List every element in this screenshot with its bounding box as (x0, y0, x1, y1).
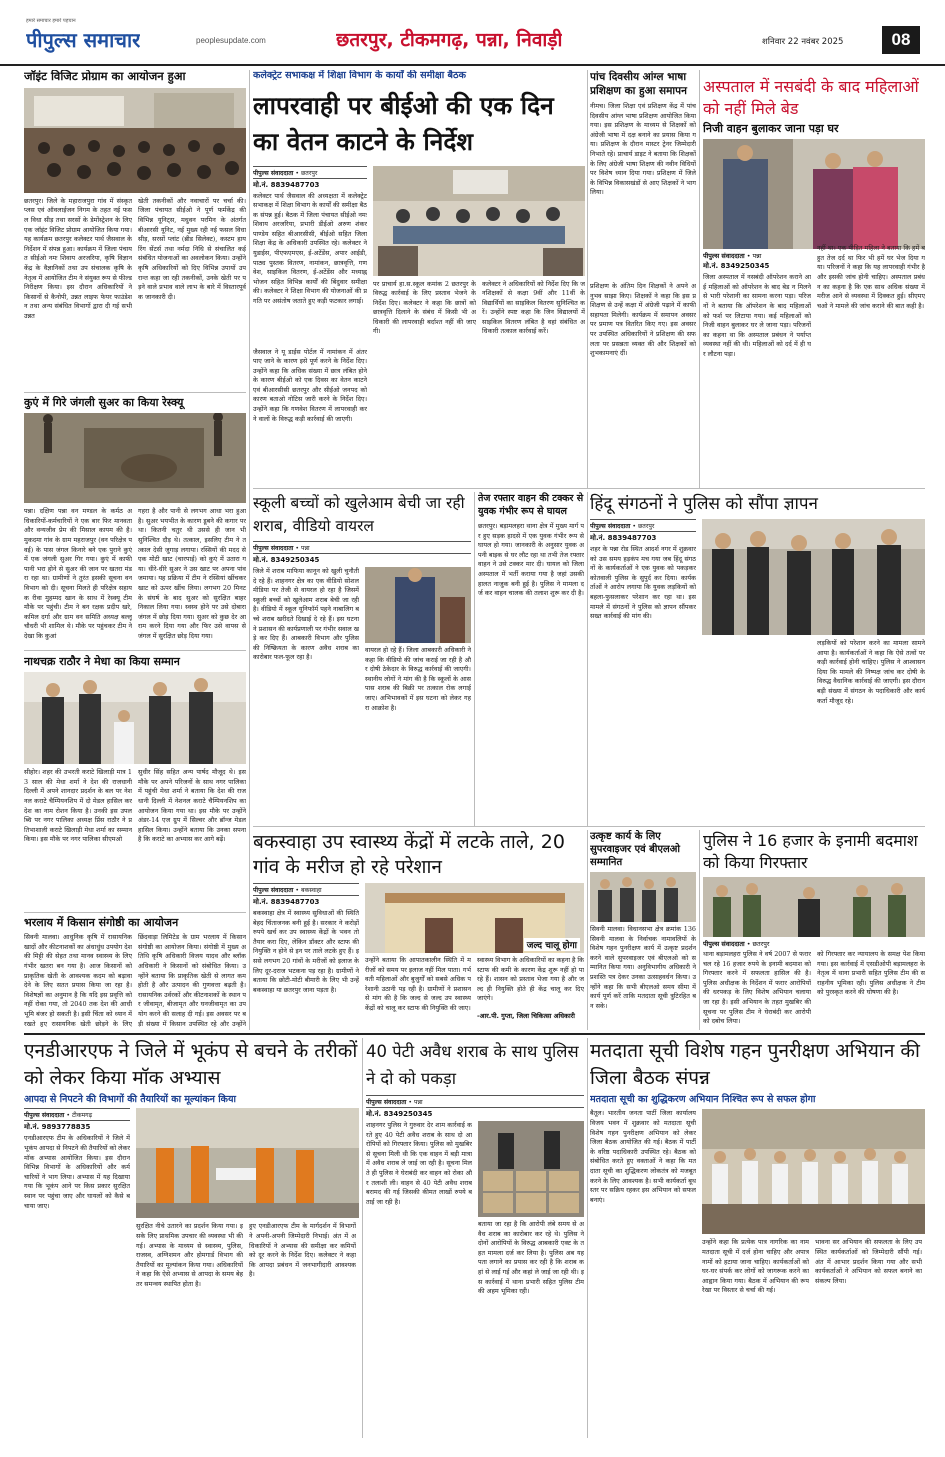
article-body: उन्होंने बताया कि आपातकालीन स्थिति में मरीजों को समय पर इलाज नहीं मिल पाता। गर्भवती महिलाओं और बुजुर्गों को सबसे अधिक परेशानी उठानी पड़ रही है। ग्रामीणों ने प्रशासन से मांग की है कि जल्द से जल्द उप स्वास्थ्य केंद्रों को चालू कर स्टाफ की नियुक्ति की जाए। (365, 956, 471, 1012)
headline: कुएं में गिरे जंगली सुअर का किया रेस्क्यू (24, 396, 184, 409)
article-body: सिवनी मालवा। आधुनिक कृषि में रासायनिक खादों और कीटनाशकों का अंधाधुंध उपयोग देश की मिट्टी की सेहत तथा मानव स्वास्थ्य के लिए गंभीर खतरा बन गया है। आज किसानों को प्राकृतिक खेती के आवश्यक कदम को बढ़ावा देने के लिए सतत प्रयास किया जा रहा है। विशेषज्ञों का अनुमान है कि यदि इस प्रवृत्ति को नहीं रोका गया, तो 2040 तक देश की आधी भूमि बंजर हो सकती है। इसी चिंता को ध्यान में रखते हुए रासायनिक खेती छोड़ने के लिए (24, 933, 132, 1028)
lead-article (253, 70, 585, 488)
headline: भरलाय में किसान संगोष्ठी का आयोजन (24, 916, 179, 929)
article-body: प्रशिक्षण के अंतिम दिन शिक्षकों ने अपने अनुभव साझा किए। शिक्षकों ने कहा कि इस प्रशिक्षण से उन्हें कक्षा में अंग्रेजी पढ़ाने में काफी सहायता मिलेगी। कार्यक्रम में समापन अवसर पर प्रमाण पत्र वितरित किए गए। इस अवसर पर उपस्थित अधिकारियों ने प्रशिक्षण की सफलता पर प्रसन्नता व्यक्त की और शिक्षकों को शुभकामनाएं दीं। (590, 282, 696, 358)
article-body: छतरपुर। बड़ामलहरा थाना क्षेत्र में मुख्य मार्ग पर हुए सड़क हादसे में एक युवक गंभीर रूप से घायल हो गया। जानकारी के अनुसार युवक अपनी बाइक से घर लौट रहा था तभी तेज रफ्तार वाहन ने उसे टक्कर मार दी। घायल को जिला अस्पताल में भर्ती कराया गया है जहां उसकी हालत नाजुक बनी हुई है। पुलिस ने मामला दर्ज कर वाहन चालक की तलाश शुरू कर दी है। (478, 522, 584, 598)
byline: पीपुल्स संवाददाता • बकस्वाहा (253, 883, 359, 896)
logo: पीपुल्स समाचार (26, 28, 141, 52)
byline-city: बकस्वाहा (300, 887, 322, 894)
article-body: वायरल हो रहे हैं। जिला आबकारी अधिकारी ने कहा कि वीडियो की जांच कराई जा रही है और दोषी ठेकेदार के विरुद्ध कार्रवाई की जाएगी। स्थानीय लोगों ने मांग की है कि स्कूलों के आसपास शराब की बिक्री पर तत्काल रोक लगाई जाए। अभिभावकों में इस घटना को लेकर गहरा आक्रोश है। (365, 646, 471, 712)
headline: एनडीआरएफ ने जिले में भूकंप से बचने के तरीकों को लेकर किया मॉक अभ्यास (24, 1040, 358, 1089)
article-body: सिवनी मालवा। विधानसभा क्षेत्र क्रमांक 136 सिवनी मालवा के निर्वाचक नामावलियों के विशेष गहन पुनरीक्षण कार्य में उत्कृष्ट प्रदर्शन करने वाले सुपरवाइजर एवं बीएलओ को सम्मानित किया गया। अनुविभागीय अधिकारी ने प्रशस्ति पत्र देकर उनका उत्साहवर्धन किया। उन्होंने कहा कि सभी बीएलओ समय सीमा में कार्य पूर्ण करें ताकि मतदाता सूची त्रुटिरहित बन सके। (590, 925, 696, 1010)
issue-date: शनिवार 22 नवंबर 2025 (762, 37, 844, 47)
article-body: बैतूल। भारतीय जनता पार्टी जिला कार्यालय विजय भवन में शुक्रवार को मतदाता सूची विशेष गहन पुनरीक्षण अभियान को लेकर जिला बैठक आयोजित की गई। बैठक में पार्टी के वरिष्ठ पदाधिकारी उपस्थित रहे। बैठक को संबोधित करते हुए वक्ताओं ने कहा कि मतदाता सूची का शुद्धिकरण लोकतंत्र को मजबूत करने के लिए आवश्यक है। सभी कार्यकर्ता बूथ स्तर पर सक्रिय रहकर इस अभियान को सफल बनाएं। (590, 1109, 696, 1204)
phone: मो.नं. 8349250345 (703, 262, 770, 271)
article-hospital-beds (703, 76, 925, 488)
article-body: थाना बड़ामलहरा पुलिस ने वर्ष 2007 से फरार चल रहे 16 हजार रुपये के इनामी बदमाश को गिरफ्तार करने में सफलता हासिल की है। पुलिस अधीक्षक के निर्देशन में फरार आरोपियों की धरपकड़ के लिए विशेष अभियान चलाया जा रहा है। इसी अभियान के तहत मुखबिर की सूचना पर पुलिस टीम ने घेराबंदी कर आरोपी को दबोच लिया। (703, 950, 811, 1025)
headline: उत्कृष्ट कार्य के लिए सुपरवाइजर एवं बीएलओ सम्मानित (590, 831, 680, 868)
headline: स्कूली बच्चों को खुलेआम बेची जा रही शराब, वीडियो वायरल (253, 494, 465, 535)
phone: मो.नं. 8839487703 (590, 534, 657, 542)
news-photo (24, 413, 246, 503)
article-body: उन्होंने कहा कि प्रत्येक पात्र नागरिक का नाम मतदाता सूची में दर्ज होना चाहिए और अपात्र नामों को हटाया जाना चाहिए। कार्यकर्ताओं को घर-घर संपर्क कर लोगों को जागरूक करने का आह्वान किया गया। बैठक में अभियान की रूपरेखा पर विस्तार से चर्चा की गई। (702, 1238, 809, 1295)
phone: मो.नं. 9893778835 (24, 1123, 91, 1132)
article-body: शहर के पन्ना रोड स्थित आदर्श नगर में शुक्रवार को उस समय हड़कंप मच गया जब हिंदू संगठनों के कार्यकर्ताओं ने एक युवक को पकड़कर कोतवाली पुलिस के सुपुर्द कर दिया। कार्यकर्ताओं ने आरोप लगाया कि युवक लड़कियों को बहला-फुसलाकर परेशान कर रहा था। इस मामले में संगठनों ने पुलिस को ज्ञापन सौंपकर सख्त कार्रवाई की मांग की। (590, 545, 696, 621)
article-body: बताया जा रहा है कि आरोपी लंबे समय से अवैध शराब का कारोबार कर रहे थे। पुलिस ने दोनों आरोपियों के विरुद्ध आबकारी एक्ट के तहत मामला दर्ज कर लिया है। पुलिस अब यह पता लगाने का प्रयास कर रही है कि शराब कहां से लाई गई और कहां ले जाई जा रही थी। इस कार्रवाई में थाना प्रभारी सहित पुलिस टीम की अहम भूमिका रही। (478, 1220, 584, 1296)
photo-icon (703, 877, 925, 937)
byline-city: छतरपुर (637, 523, 655, 530)
byline-city: टीकमगढ़ (71, 1112, 93, 1120)
article-body: जैसवाल ने यू डाईस पोर्टल में नामांकन में अंतर पाए जाने के कारण इसे पूर्ण करने के निर्देश दिए। उन्होंने कहा कि अधिक संख्या में छात्र लंबित होने के कारण बीईओ को एक दिवस का वेतन काटने एवं बीआरसीसी छतरपुर और सीईओ जनपद को कारण बताओ नोटिस जारी करने के निर्देश दिए। उन्होंने कहा कि गणवेश वितरण में लापरवाही करने वालों के विरुद्ध कड़ी कार्रवाई की जाएगी। (253, 347, 367, 423)
news-photo (24, 672, 246, 764)
phone: मो.नं. 8839487703 (253, 180, 320, 189)
photo-credit-name: पीपुल्स संवाददाता (703, 940, 745, 948)
phone: मो.नं. 8349250345 (366, 1110, 433, 1118)
headline: मतदाता सूची विशेष गहन पुनरीक्षण अभियान की जिला बैठक संपन्न (590, 1040, 920, 1089)
article-medha-honour (24, 655, 246, 912)
page-number: 08 (882, 26, 920, 54)
byline-name: पीपुल्स संवाददाता (590, 523, 631, 530)
article-body: पर प्राचार्य हा.स.स्कूल कमांक 2 छतरपुर के विरुद्ध कार्रवाई के लिए प्रस्ताव भेजने के निर्देश दिए। कलेक्टर ने कहा कि छात्रों को छात्रवृत्ति दिलाने के संबंध में किसी भी अधिकारी की लापरवाही बर्दाश्त नहीं की जाएगी। (373, 279, 476, 336)
masthead (0, 0, 945, 66)
news-photo (703, 877, 925, 937)
article-body: नीमच। जिला शिक्षा एवं प्रशिक्षण केंद्र में पांच दिवसीय आंग्ल भाषा प्रशिक्षण आयोजित किया गया। इस प्रशिक्षण के माध्यम से शिक्षकों को अंग्रेजी भाषा में दक्ष बनाने का प्रयास किया गया। प्रशिक्षण के दौरान मास्टर ट्रेनर जिम्मेदारी निभाते रहे। प्राचार्य डाइट ने बताया कि शिक्षकों के लिए अंग्रेजी भाषा शिक्षण की नवीन विधियों पर विशेष ध्यान दिया गया। प्रशिक्षण में जिले के विभिन्न विकासखंडों से आए शिक्षकों ने भाग लिया। (590, 102, 696, 197)
photo-credit-city: छतरपुर (752, 940, 770, 948)
subhead: आपदा से निपटने की विभागों की तैयारियों का मूल्यांकन किया (24, 1094, 236, 1105)
photo-credit: पीपुल्स संवाददाता • पन्ना (703, 252, 762, 261)
headline: अस्पताल में नसबंदी के बाद महिलाओं को नहीं मिले बेड (703, 77, 919, 118)
article-body: सुरक्षित नीचे उतारने का प्रदर्शन किया गया। इसके लिए प्राथमिक उपचार की व्यवस्था भी की गई। अभ्यास के माध्यम से स्वास्थ्य, पुलिस, राजस्व, अग्निशमन और होमगार्ड विभाग की तैयारियों का मूल्यांकन किया गया। अधिकारियों ने कहा कि ऐसे अभ्यास से आपदा के समय बेहतर समन्वय स्थापित होता है। (136, 1222, 243, 1288)
article-liquor-to-kids (253, 492, 471, 826)
news-photo (702, 1109, 925, 1234)
article-illegal-liquor (366, 1038, 584, 1438)
photo-icon (136, 1108, 359, 1218)
photo-credit: पीपुल्स संवाददाता • छतरपुर (703, 940, 770, 948)
article-body: लड़कियों को परेशान करने का मामला सामने आया है। कार्यकर्ताओं ने कहा कि ऐसे तत्वों पर कड़ी कार्रवाई होनी चाहिए। पुलिस ने आश्वासन दिया कि मामले की निष्पक्ष जांच कर दोषी के विरुद्ध वैधानिक कार्रवाई की जाएगी। इस दौरान बड़ी संख्या में संगठन के पदाधिकारी और कार्यकर्ता मौजूद रहे। (817, 639, 925, 705)
headline: पांच दिवसीय आंग्ल भाषा प्रशिक्षण का हुआ समापन (590, 71, 687, 97)
article-body: भावना सर अभियान की सफलता के लिए उपस्थित कार्यकर्ताओं को जिम्मेदारी सौंपी गई। अंत में आभार प्रदर्शन किया गया और सभी कार्यकर्ताओं ने अभियान को सफल बनाने का संकल्प लिया। (815, 1238, 922, 1285)
article-body: जिला अस्पताल में नसबंदी ऑपरेशन कराने आई महिलाओं को ऑपरेशन के बाद बेड न मिलने से भारी परेशानी का सामना करना पड़ा। परिजनों ने बताया कि ऑपरेशन के बाद महिलाओं को फर्श पर लिटाया गया। कई महिलाओं को निजी वाहन बुलाकर घर ले जाना पड़ा। परिजनों का कहना था कि अस्पताल प्रबंधन ने पर्याप्त व्यवस्था नहीं की थी। महिलाओं को दर्द में ही घर लौटना पड़ा। (703, 273, 811, 358)
article-body: बकस्वाहा क्षेत्र में स्वास्थ्य सुविधाओं की स्थिति बेहद चिंताजनक बनी हुई है। सरकार ने करोड़ों रुपये खर्च कर उप स्वास्थ्य केंद्रों के भवन तो तैयार करा दिए, लेकिन डॉक्टर और स्टाफ की नियुक्ति न होने से इन पर ताले लटके हुए हैं। इससे लगभग 20 गांवों के मरीजों को इलाज के लिए दूर-दराज भटकना पड़ रहा है। ग्रामीणों ने बताया कि छोटी-मोटी बीमारी के लिए भी उन्हें बकस्वाहा या छतरपुर जाना पड़ता है। (253, 909, 359, 994)
news-photo (702, 519, 925, 635)
photo-icon (24, 88, 246, 193)
headline: तेज रफ्तार वाहन की टक्कर से युवक गंभीर रूप से घायल (478, 493, 584, 517)
headline: जॉइंट विजिट प्रोग्राम का आयोजन हुआ (24, 70, 186, 83)
byline-name: पीपुल्स संवाददाता (253, 545, 294, 552)
byline-name: पीपुल्स संवाददाता (24, 1112, 65, 1120)
photo-icon (703, 139, 925, 249)
photo-icon (702, 1109, 925, 1234)
article-voter-list-meeting (590, 1038, 925, 1438)
article-body: स्वास्थ्य विभाग के अधिकारियों का कहना है कि स्टाफ की कमी के कारण केंद्र शुरू नहीं हो पा रहे हैं। शासन को प्रस्ताव भेजा गया है और जल्द ही नियुक्ति होते ही केंद्र चालू कर दिए जाएंगे। (477, 956, 584, 1003)
headline: पुलिस ने 16 हजार के इनामी बदमाश को किया गिरफ्तार (703, 831, 918, 872)
lead-headline: लापरवाही पर बीईओ की एक दिन का वेतन काटने के निर्देश (253, 90, 554, 156)
photo-icon (24, 413, 246, 503)
byline: पीपुल्स संवाददाता • पन्ना (366, 1095, 584, 1108)
website: peoplesupdate.com (196, 36, 266, 45)
article-body: सुधीर सिंह सहित अन्य पार्षद मौजूद थे। इस मौके पर अपने परिजनों के साथ नगर पालिका में पहुंची मेधा शर्मा ने बताया कि देश की राजधानी दिल्ली में नेशनल कराटे चैम्पियनशिप का आयोजन किया गया था। इस मौके पर उन्होंने अंडर-14 एज ग्रुप में सिल्वर और ब्रॉन्ज मेडल हासिल किया। उन्होंने बताया कि उनका सपना है कि कराटे का अभ्यास कर आगे बढ़ें। (138, 768, 246, 844)
subhead: निजी वाहन बुलाकर जाना पड़ा घर (703, 122, 839, 135)
byline-city: छतरपुर (300, 169, 318, 177)
article-ndrf-mock-drill (24, 1038, 359, 1438)
phone: मो.नं. 8349250345 (253, 556, 320, 564)
byline: पीपुल्स संवाददाता • छतरपुर (253, 166, 367, 179)
region-title: छतरपुर, टीकमगढ़, पन्ना, निवाड़ी (336, 29, 563, 51)
article-body: खेती तकनीकों और नवाचारों पर चर्चा की। जिला पंचायत सीईओ ने पूर्ण फर्मकेंद्र की विभिन्न यूनिट्स, मधुवन परमिन के अंतर्गत बीआरसी यूनिट, नई मुख्य रही नई फसल विधा सीड़, सरसों प्लांट (ब्रीड सिलेक्ट), कस्टम हायरिंग सेंटर्स तथा नर्मदा निधि से संचालित कई संबंधित योजनाओं का अवलोकन किया। उन्होंने कृषि अधिकारियों को दिए विभिन्न उपायों उपरान्त कहा जा रही तकनीकों, उनके खेती पर पड़ने वाले प्रभाव वाले लाभ के बारे में विस्तारपूर्वक जानकारी दी। (138, 196, 246, 301)
article-body: पन्ना। दक्षिण पन्ना वन मण्डल के कर्मठ अधिकारियों-कर्मचारियों ने एक बार फिर मानवता और वन्यजीव प्रेम की मिसाल कायम की है। मुकदमा गांव के ग्राम महराजपुर (वन परिक्षेत्र पवई) के पास जंगल किनारे बने एक पुराने कुएं में एक जंगली सुअर गिर गया। कुएं में काफी पानी भरा होने से सुअर की जान पर खतरा मंडरा रहा था। ग्रामीणों ने तुरंत इसकी सूचना वन विभाग को दी। सूचना मिलते ही परिक्षेत्र सहायक रीवा मुहम्मद खान के साथ में रेस्क्यू टीम मौके पर पहुंची। टीम ने बन रक्षक प्रदीप खरे, कमिल दर्गा और ग्राम वन समिति अध्यक्ष बल्लू चौधरी भी शामिल थे। मौके पर पहुंचकर टीम ने देखा कि कुआं (24, 507, 132, 640)
photo-icon (702, 519, 925, 635)
headline: हिंदू संगठनों ने पुलिस को सौंपा ज्ञापन (590, 494, 818, 514)
article-reward-arrest (703, 830, 925, 1030)
photo-icon (590, 872, 696, 922)
phone: मो.नं. 8839487703 (253, 898, 320, 906)
article-body: कलेक्टर पार्थ जैसवाल की अध्यक्षता में कलेक्ट्रेट सभाकक्ष में शिक्षा विभाग के कार्यों की समीक्षा बैठक संपन्न हुई। बैठक में जिला पंचायत सीईओ नमः शिवाय अरजरिया, प्रभारी डीईओ अरुण शंकर पाण्डेय सहित बीआरसीसी, बीईओ सहित जिला शिक्षा केंद्र के अधिकारी उपस्थित रहे। कलेक्टर ने युडाईस, पीएफएमएस, ई-अटेंडेंस, अपार आईडी, पाठ्य पुस्तक वितरण, नामांकन, छात्रवृत्ति, गणवेश, साइकिल वितरण, ई-अटेंडेंस और मध्याह्न भोजन सहित विभिन्न कार्यों की बिंदुवार समीक्षा की। कलेक्टर ने शिक्षा विभाग की योजनाओं की प्रगति पर असंतोष जताते हुए कड़ी फटकार लगाई। (253, 191, 367, 306)
byline-name: पीपुल्स संवाददाता (253, 169, 294, 177)
article-kisan-sangoshthi (24, 916, 246, 1030)
article-body: छिंदवाड़ा लिमिटेड के ग्राम भरलाय में किसान संगोष्ठी का आयोजन किया। संगोष्ठी में मुख्य अतिथि कृषि अधिकारी विजय यादव और ब्लॉक अधिकारी ने किसानों को संबोधित किया। उन्होंने बताया कि प्राकृतिक खेती से लागत कम होती है और उत्पादन की गुणवत्ता बढ़ती है। रासायनिक उर्वरकों और कीटनाशकों के स्थान पर जीवामृत, बीजामृत और घनजीवामृत का उपयोग करने की सलाह दी गई। इस अवसर पर बड़ी संख्या में किसान उपस्थित रहे और उन्होंने (138, 933, 246, 1028)
article-body: सीहोर। शहर की उभरती कराटे खिलाड़ी मात्र 13 साल की मेधा शर्मा ने देश की राजधानी दिल्ली में अपने शानदार प्रदर्शन के बल पर नेशनल कराटे चैम्पियनशिप में दो मेडल हासिल कर देश का नाम रोशन किया है। उनकी इस उपलब्धि पर नगर पालिका अध्यक्ष प्रिंस राठौर ने प्रतिभाशाली कराटे खिलाड़ी मेधा शर्मा का सम्मान किया। इस मौके पर नगर पालिका सीएमओ (24, 768, 132, 844)
photo-icon (373, 166, 585, 276)
headline: बकस्वाहा उप स्वास्थ्य केंद्रों में लटके ताले, 20 गांव के मरीज हो रहे परेशान (253, 831, 565, 878)
photo-caption: जल्द चालू होगा (524, 938, 580, 951)
headline: नाथचक्र राठौर ने मेधा का किया सम्मान (24, 655, 180, 668)
news-photo (365, 883, 584, 953)
photo-icon (24, 672, 246, 764)
byline-city: पन्ना (413, 1099, 423, 1106)
meeting-photo (373, 166, 585, 276)
article-memorandum (590, 492, 925, 826)
article-english-training (590, 70, 696, 488)
article-body: एनडीआरएफ टीम के अधिकारियों ने जिले में भूकंप आपदा से निपटने की तैयारियों को लेकर मॉक अभ्यास आयोजित किया। इस दौरान विभिन्न विभागों के अधिकारियों और कर्मचारियों ने भाग लिया। अभ्यास में यह दिखाया गया कि भूकंप आने पर किस प्रकार सुरक्षित स्थान पर पहुंचा जाए और घायलों को कैसे बचाया जाए। (24, 1134, 130, 1210)
article-body: छतरपुर। जिले के महाराजपुरा गांव में संस्कृत प्लस एवं ऑवलाईजन निगम के तहत नई फसल विधा सीड़ तथा सरसों के डेमोंस्ट्रेशन के लिए एक जॉइंट विजिट प्रोग्राम आयोजित किया गया। यह कार्यक्रम छतरपुर कलेक्टर पार्थ जैसवाल के निर्देशन में संपन्न हुआ। कार्यक्रम में जिला पंचायत सीईओ नमः शिवाय अरजरिया, कृषि विज्ञान केंद्र के वैज्ञानिकों तथा उप संचालक कृषि के नेतृत्व में आयोजित टीम ने संयुक्त रूप से फील्ड निरीक्षण किया। इस दौरान अधिकारियों ने किसानों से कैनोपी, उन्नत लाइफ फेयर फाउंडेशन तथा अन्य संबंधित विभागों द्वारा दी गई सभी उन्नत (24, 196, 132, 320)
kicker: कलेक्ट्रेट सभाकक्ष में शिक्षा विभाग के कार्यों की समीक्षा बैठक (253, 70, 466, 81)
photo-credit-city: पन्ना (752, 252, 762, 261)
news-photo (24, 88, 246, 193)
byline: पीपुल्स संवाददाता • पन्ना (253, 541, 471, 554)
article-body: जिले में शराब माफिया कानून को खुली चुनौती दे रहे हैं। शाहनगर क्षेत्र का एक वीडियो सोशल मीडिया पर तेजी से वायरल हो रहा है जिसमें स्कूली बच्चों को खुलेआम शराब बेची जा रही है। वीडियो में स्कूल यूनिफॉर्म पहने नाबालिग बच्चे शराब खरीदते दिखाई दे रहे हैं। इस घटना ने प्रशासन की कार्यप्रणाली पर गंभीर सवाल खड़े कर दिए हैं। आबकारी विभाग और पुलिस की निष्क्रियता के कारण अवैध शराब का कारोबार फल-फूल रहा है। (253, 567, 359, 662)
attribution: -आर.पी. गुप्ता, जिला चिकित्सा अधिकारी (477, 1012, 575, 1020)
byline-city: पन्ना (300, 545, 310, 552)
article-body: हुए एनडीआरएफ टीम के मार्गदर्शन में विभागों ने अपनी-अपनी जिम्मेदारी निभाई। अंत में अधिकारियों ने अभ्यास की समीक्षा कर कमियों को दूर करने के निर्देश दिए। कलेक्टर ने कहा कि आपदा प्रबंधन में जनभागीदारी आवश्यक है। (249, 1222, 356, 1279)
byline: पीपुल्स संवाददाता • टीकमगढ़ (24, 1108, 130, 1121)
news-photo (365, 567, 471, 643)
article-body: गहरा है और पानी से लगभग आधा भरा हुआ है। सुअर भयभीत के कारण डूबने की कगार पर था। कितनी चतुर थी उससे ही जान भी सुनिश्चित दौड़ थे। तत्काल, इसलिए टीम ने तत्काल देसी जुगाड़ लगाया। रस्सियों की मदद से एक मोटी खाट (चारपाई) को कुएं में उतारा गया। धीरे-धीरे सुअर ने उस खाट पर अपना पांव जमाया। यह प्रक्रिया में टीम ने रस्सियां खींचकर खाट को ऊपर खींच लिया। लगभग 20 मिनट के संघर्ष के बाद सुअर को सुरक्षित बाहर निकाल लिया गया। स्वस्थ होने पर उसे दोबारा जंगल में छोड़ दिया गया। सुअर को कुछ देर आराम करने दिया गया और फिर उसे वापस से जंगल में सुरक्षित छोड़ दिया गया। (138, 507, 246, 640)
headline: 40 पेटी अवैध शराब के साथ पुलिस ने दो को पकड़ा (366, 1042, 579, 1088)
article-joint-visit (24, 70, 246, 396)
byline-name: पीपुल्स संवाददाता (253, 887, 294, 894)
photo-credit-name: पीपुल्स संवाददाता (703, 252, 745, 261)
article-blo-honoured (590, 830, 696, 1030)
article-body: कलेक्टर ने अधिकारियों को निर्देश दिए कि जनशिक्षकों से कक्षा 9वीं और 11वीं के विद्यार्थियों का साइकिल वितरण सुनिश्चित करें। उन्होंने स्पष्ट कहा कि जिन विद्यालयों में साइकिल वितरण लंबित है वहां संबंधित अधिकारी तत्काल कार्रवाई करें। (482, 279, 585, 336)
news-photo (136, 1108, 359, 1218)
photo-icon (365, 567, 471, 643)
byline: पीपुल्स संवाददाता • छतरपुर (590, 519, 696, 532)
article-health-centres (253, 830, 584, 1030)
photo-icon (478, 1121, 584, 1217)
news-photo (478, 1121, 584, 1217)
logo-tagline: हमारे समाचार हमारे पहचान (26, 18, 76, 24)
byline-name: पीपुल्स संवाददाता (366, 1099, 407, 1106)
article-body: शाहनगर पुलिस ने गुरुवार देर शाम कार्रवाई करते हुए 40 पेटी अवैध शराब के साथ दो आरोपियों को गिरफ्तार किया। पुलिस को मुखबिर से सूचना मिली थी कि एक वाहन में बड़ी मात्रा में अवैध शराब ले जाई जा रही है। सूचना मिलते ही पुलिस ने घेराबंदी कर वाहन को रोका और तलाशी ली। वाहन से 40 पेटी अवैध शराब बरामद की गई जिसकी कीमत लाखों रुपये बताई जा रही है। (366, 1121, 472, 1206)
subhead: मतदाता सूची का शुद्धिकरण अभियान निश्चित रूप से सफल होगा (590, 1094, 816, 1105)
article-body: नहीं था। एक पीड़ित महिला ने बताया कि हमें बहुत तेज दर्द था फिर भी हमें घर भेज दिया गया। परिजनों ने कहा कि यह लापरवाही गंभीर है और इसकी जांच होनी चाहिए। अस्पताल प्रबंधन का कहना है कि एक साथ अधिक संख्या में मरीज आने से व्यवस्था में दिक्कत हुई। सीएमएचओ ने मामले की जांच कराने की बात कही है। (817, 244, 925, 310)
article-boar-rescue (24, 396, 246, 650)
news-photo (703, 139, 925, 249)
news-photo (590, 872, 696, 922)
article-body: को गिरफ्तार कर न्यायालय के समक्ष पेश किया गया। इस कार्रवाई में एसडीओपी बड़ामलहरा के नेतृत्व में थाना प्रभारी सहित पुलिस टीम की सराहनीय भूमिका रही। पुलिस अधीक्षक ने टीम को पुरस्कृत करने की घोषणा की है। (817, 950, 925, 997)
article-road-accident (478, 492, 584, 826)
